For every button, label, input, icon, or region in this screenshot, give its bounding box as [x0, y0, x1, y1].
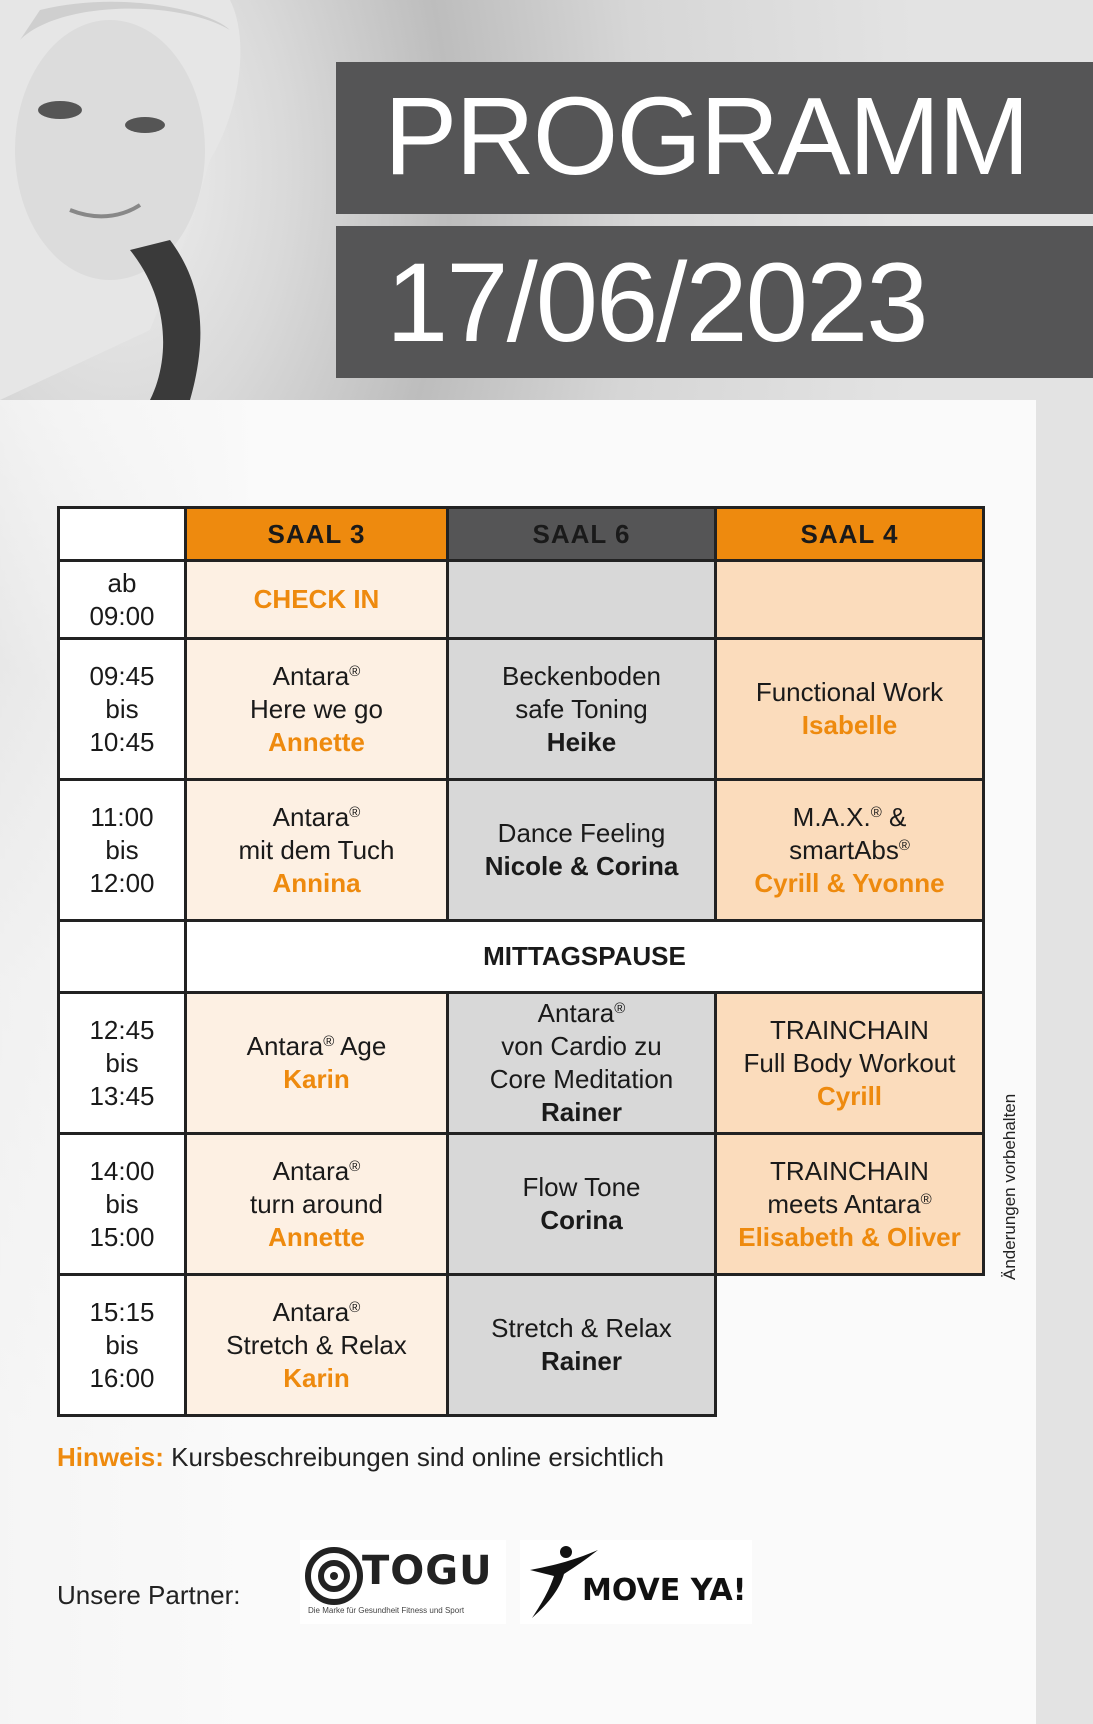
course-title: Core Meditation — [489, 1064, 674, 1094]
course-title: Antara® — [272, 801, 361, 832]
instructor-name: Rainer — [541, 1097, 622, 1127]
course-title: TRAINCHAIN — [770, 1155, 929, 1186]
course-title: von Cardio zu — [501, 1031, 662, 1061]
table-row — [59, 639, 984, 780]
page-title: PROGRAMM — [384, 75, 1028, 198]
column-header-saal6: SAAL 6 — [448, 508, 716, 561]
togu-tagline: Die Marke für Gesundheit Fitness und Sport — [308, 1606, 465, 1615]
time-cell: 09:45 bis 10:45 — [59, 639, 186, 780]
time-cell: ab 09:00 — [59, 561, 186, 639]
course-cell — [448, 1134, 716, 1275]
course-title: Stretch & Relax — [226, 1329, 407, 1360]
time-cell — [59, 921, 186, 993]
course-title: Antara® Age — [246, 1031, 387, 1061]
course-title: Dance Feeling — [497, 818, 666, 848]
course-cell — [448, 993, 716, 1134]
course-title: smartAbs® — [789, 834, 910, 865]
course-title: safe Toning — [515, 693, 648, 724]
instructor-name: Rainer — [541, 1346, 622, 1376]
pause-row — [59, 921, 984, 993]
schedule-table — [57, 506, 985, 1417]
header-corner — [59, 508, 186, 561]
course-title: mit dem Tuch — [238, 834, 395, 865]
time-cell: 15:15 bis 16:00 — [59, 1275, 186, 1416]
table-row — [59, 561, 984, 639]
course-title: Antara® — [272, 1296, 361, 1327]
instructor-name: Heike — [546, 726, 617, 757]
hint-label: Hinweis: — [57, 1442, 164, 1472]
instructor-name: Isabelle — [801, 710, 898, 740]
instructor-name: Annette — [268, 726, 365, 757]
course-cell — [716, 1134, 984, 1275]
course-title: meets Antara® — [767, 1188, 932, 1219]
course-title: Antara® — [537, 998, 626, 1028]
column-header-saal4: SAAL 4 — [716, 508, 984, 561]
table-row — [59, 1275, 984, 1416]
changes-reserved-note: Änderungen vorbehalten — [1000, 1093, 1019, 1280]
empty-slot — [448, 561, 716, 639]
course-title: Stretch & Relax — [491, 1313, 672, 1343]
course-cell — [186, 780, 448, 921]
togu-logo[interactable] — [300, 1540, 506, 1624]
table-header-row — [59, 508, 984, 561]
course-cell — [186, 1275, 448, 1416]
column-header-saal3: SAAL 3 — [186, 508, 448, 561]
togu-emblem-icon — [304, 1546, 364, 1606]
instructor-name: Nicole & Corina — [484, 851, 679, 881]
instructor-name: Cyrill & Yvonne — [754, 867, 945, 898]
table-row — [59, 1134, 984, 1275]
course-cell — [186, 639, 448, 780]
instructor-name: Corina — [540, 1205, 623, 1235]
instructor-name: Karin — [283, 1064, 350, 1094]
empty-slot — [716, 561, 984, 639]
course-title: Antara® — [272, 1155, 361, 1186]
lunch-break-label: MITTAGSPAUSE — [186, 921, 984, 993]
time-cell: 14:00 bis 15:00 — [59, 1134, 186, 1275]
instructor-name: Annette — [268, 1221, 365, 1252]
course-cell — [186, 1134, 448, 1275]
course-title: Beckenboden — [501, 660, 662, 691]
course-cell — [448, 1275, 716, 1416]
course-cell — [186, 993, 448, 1134]
partners-label: Unsere Partner: — [57, 1580, 241, 1610]
hint-text: Kursbeschreibungen sind online ersichtlich — [163, 1442, 664, 1472]
title-banner — [336, 62, 1093, 214]
time-cell: 11:00 bis 12:00 — [59, 780, 186, 921]
course-title: Functional Work — [755, 677, 944, 707]
course-title: Full Body Workout — [743, 1047, 956, 1078]
course-cell — [716, 993, 984, 1134]
instructor-name: Annina — [272, 867, 361, 898]
course-cell — [716, 780, 984, 921]
hint-note — [57, 1442, 664, 1473]
course-title: Flow Tone — [522, 1172, 641, 1202]
course-cell — [448, 639, 716, 780]
checkin-label: CHECK IN — [253, 584, 380, 614]
instructor-name: Karin — [283, 1362, 350, 1393]
event-date: 17/06/2023 — [386, 240, 927, 365]
instructor-name: Elisabeth & Oliver — [738, 1221, 961, 1252]
instructor-name: Cyrill — [816, 1080, 883, 1111]
empty-slot — [716, 1275, 984, 1416]
course-title: turn around — [250, 1188, 383, 1219]
course-title: TRAINCHAIN — [770, 1014, 929, 1045]
course-title: Here we go — [250, 693, 383, 724]
date-banner — [336, 226, 1093, 378]
course-title: M.A.X.® & — [792, 801, 907, 832]
course-cell — [448, 780, 716, 921]
moveya-logo[interactable] — [520, 1540, 752, 1624]
moveya-wordmark: MOVE YA! — [582, 1573, 747, 1608]
checkin-cell — [186, 561, 448, 639]
togu-wordmark: TOGU — [362, 1548, 493, 1594]
course-cell — [716, 639, 984, 780]
time-cell: 12:45 bis 13:45 — [59, 993, 186, 1134]
table-row — [59, 993, 984, 1134]
course-title: Antara® — [272, 660, 361, 691]
table-row — [59, 780, 984, 921]
